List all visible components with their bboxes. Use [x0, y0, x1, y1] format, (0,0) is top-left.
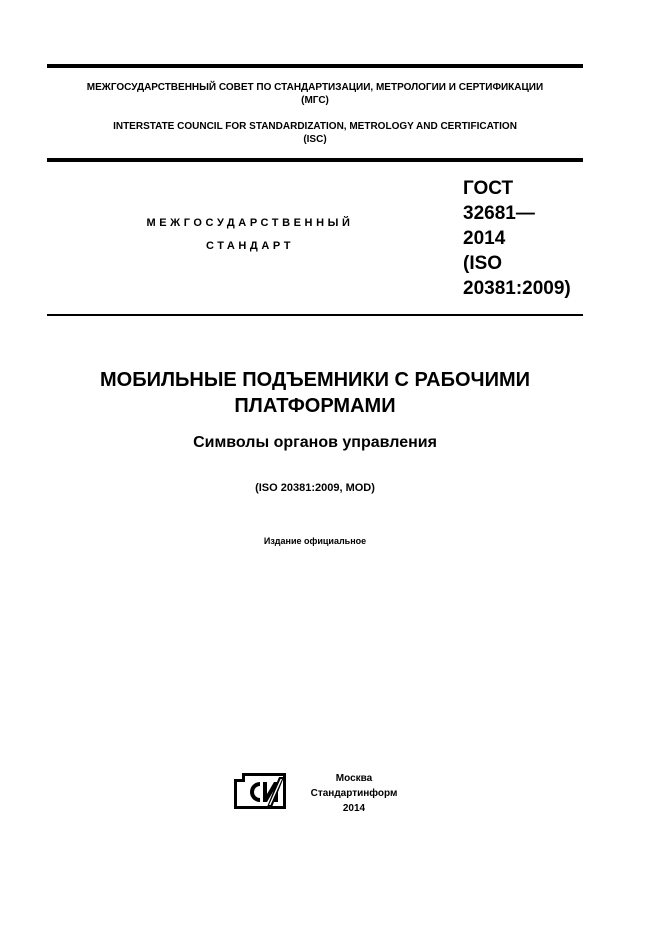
- title-line2: ПЛАТФОРМАМИ: [234, 395, 396, 417]
- standartinform-logo-icon: [232, 771, 288, 811]
- modification-reference: (ISO 20381:2009, MOD): [255, 482, 375, 494]
- imprint-city: Москва: [335, 773, 373, 784]
- bottom-rule: [47, 314, 583, 316]
- edition-note: Издание официальное: [263, 536, 367, 546]
- council-en-line2: (ISC): [303, 134, 327, 145]
- middle-rule: [47, 158, 583, 162]
- designation-line: 32681—: [463, 203, 535, 224]
- council-ru-line1: МЕЖГОСУДАРСТВЕННЫЙ СОВЕТ ПО СТАНДАРТИЗАЦИИ, МЕТРОЛОГИИ И СЕРТИФИКАЦИИ: [86, 82, 544, 93]
- standard-type-line2: СТАНДАРТ: [205, 240, 295, 252]
- designation-line: ГОСТ: [463, 178, 514, 199]
- imprint: [300, 771, 408, 816]
- designation-line: 2014: [463, 228, 506, 249]
- designation-line: 20381:2009): [463, 278, 571, 299]
- council-en-line1: INTERSTATE COUNCIL FOR STANDARDIZATION, METROLOGY AND CERTIFICATION: [113, 121, 517, 132]
- council-name-ru: [47, 81, 583, 107]
- council-ru-line2: (МГС): [301, 95, 329, 106]
- top-rule: [47, 64, 583, 68]
- standard-designation: [463, 176, 593, 301]
- title-line1: МОБИЛЬНЫЕ ПОДЪЕМНИКИ С РАБОЧИМИ: [100, 369, 530, 391]
- standard-type: [120, 212, 380, 258]
- document-title: [47, 367, 583, 419]
- council-name-en: [47, 120, 583, 146]
- imprint-year: 2014: [342, 803, 366, 814]
- standard-type-line1: МЕЖГОСУДАРСТВЕННЫЙ: [146, 217, 354, 229]
- designation-line: (ISO: [463, 253, 503, 274]
- imprint-publisher: Стандартинформ: [310, 788, 398, 799]
- document-subtitle: Символы органов управления: [193, 434, 437, 451]
